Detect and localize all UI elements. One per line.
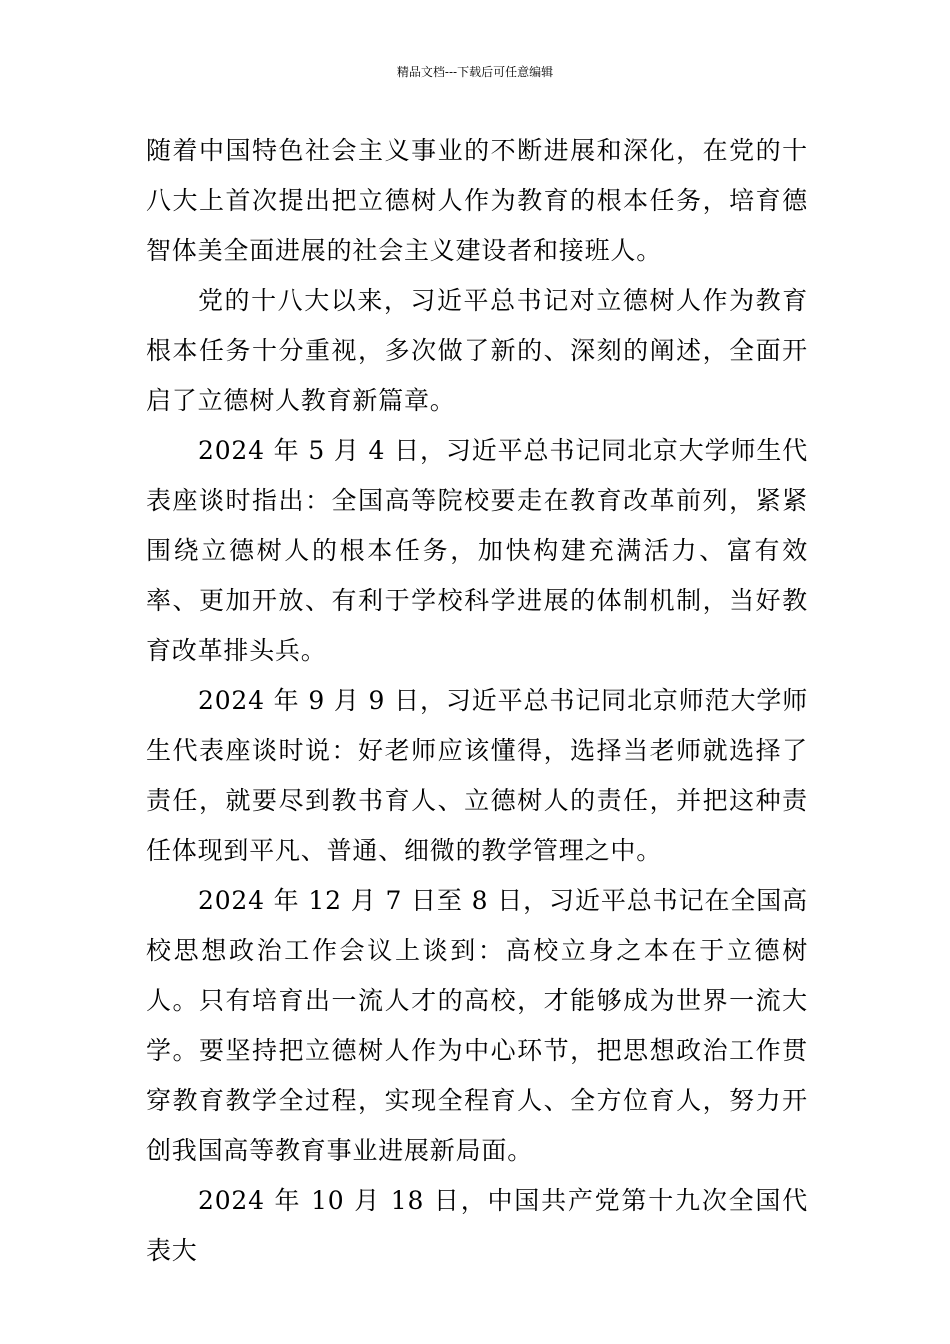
paragraph-1: 随着中国特色社会主义事业的不断进展和深化，在党的十八大上首次提出把立德树人作为教育的根本任务，培育德智体美全面进展的社会主义建设者和接班人。	[146, 136, 808, 265]
paragraph-4: 2024 年 9 月 9 日，习近平总书记同北京师范大学师生代表座谈时说：好老师应该懂得，选择当老师就选择了责任，就要尽到教书育人、立德树人的责任，并把这种责任体现到平凡、普通、细微的教学管理之中。	[146, 686, 808, 865]
paragraph-5: 2024 年 12 月 7 日至 8 日，习近平总书记在全国高校思想政治工作会议上谈到：高校立身之本在于立德树人。只有培育出一流人才的高校，才能够成为世界一流大学。要坚持把立德树人作为中心环节，把思想政治工作贯穿教育教学全过程，实现全程育人、全方位育人，努力开创我国高等教育事业进展新局面。	[146, 886, 808, 1165]
page-header: 精品文档---下载后可任意编辑	[396, 65, 554, 79]
paragraph-3: 2024 年 5 月 4 日，习近平总书记同北京大学师生代表座谈时指出：全国高等院校要走在教育改革前列，紧紧围绕立德树人的根本任务，加快构建充满活力、富有效率、更加开放、有利于学校科学进展的体制机制，当好教育改革排头兵。	[146, 436, 808, 665]
paragraph-2: 党的十八大以来，习近平总书记对立德树人作为教育根本任务十分重视，多次做了新的、深刻的阐述，全面开启了立德树人教育新篇章。	[146, 286, 808, 415]
paragraph-6: 2024 年 10 月 18 日，中国共产党第十九次全国代表大	[146, 1186, 808, 1265]
document-body	[146, 126, 808, 1276]
